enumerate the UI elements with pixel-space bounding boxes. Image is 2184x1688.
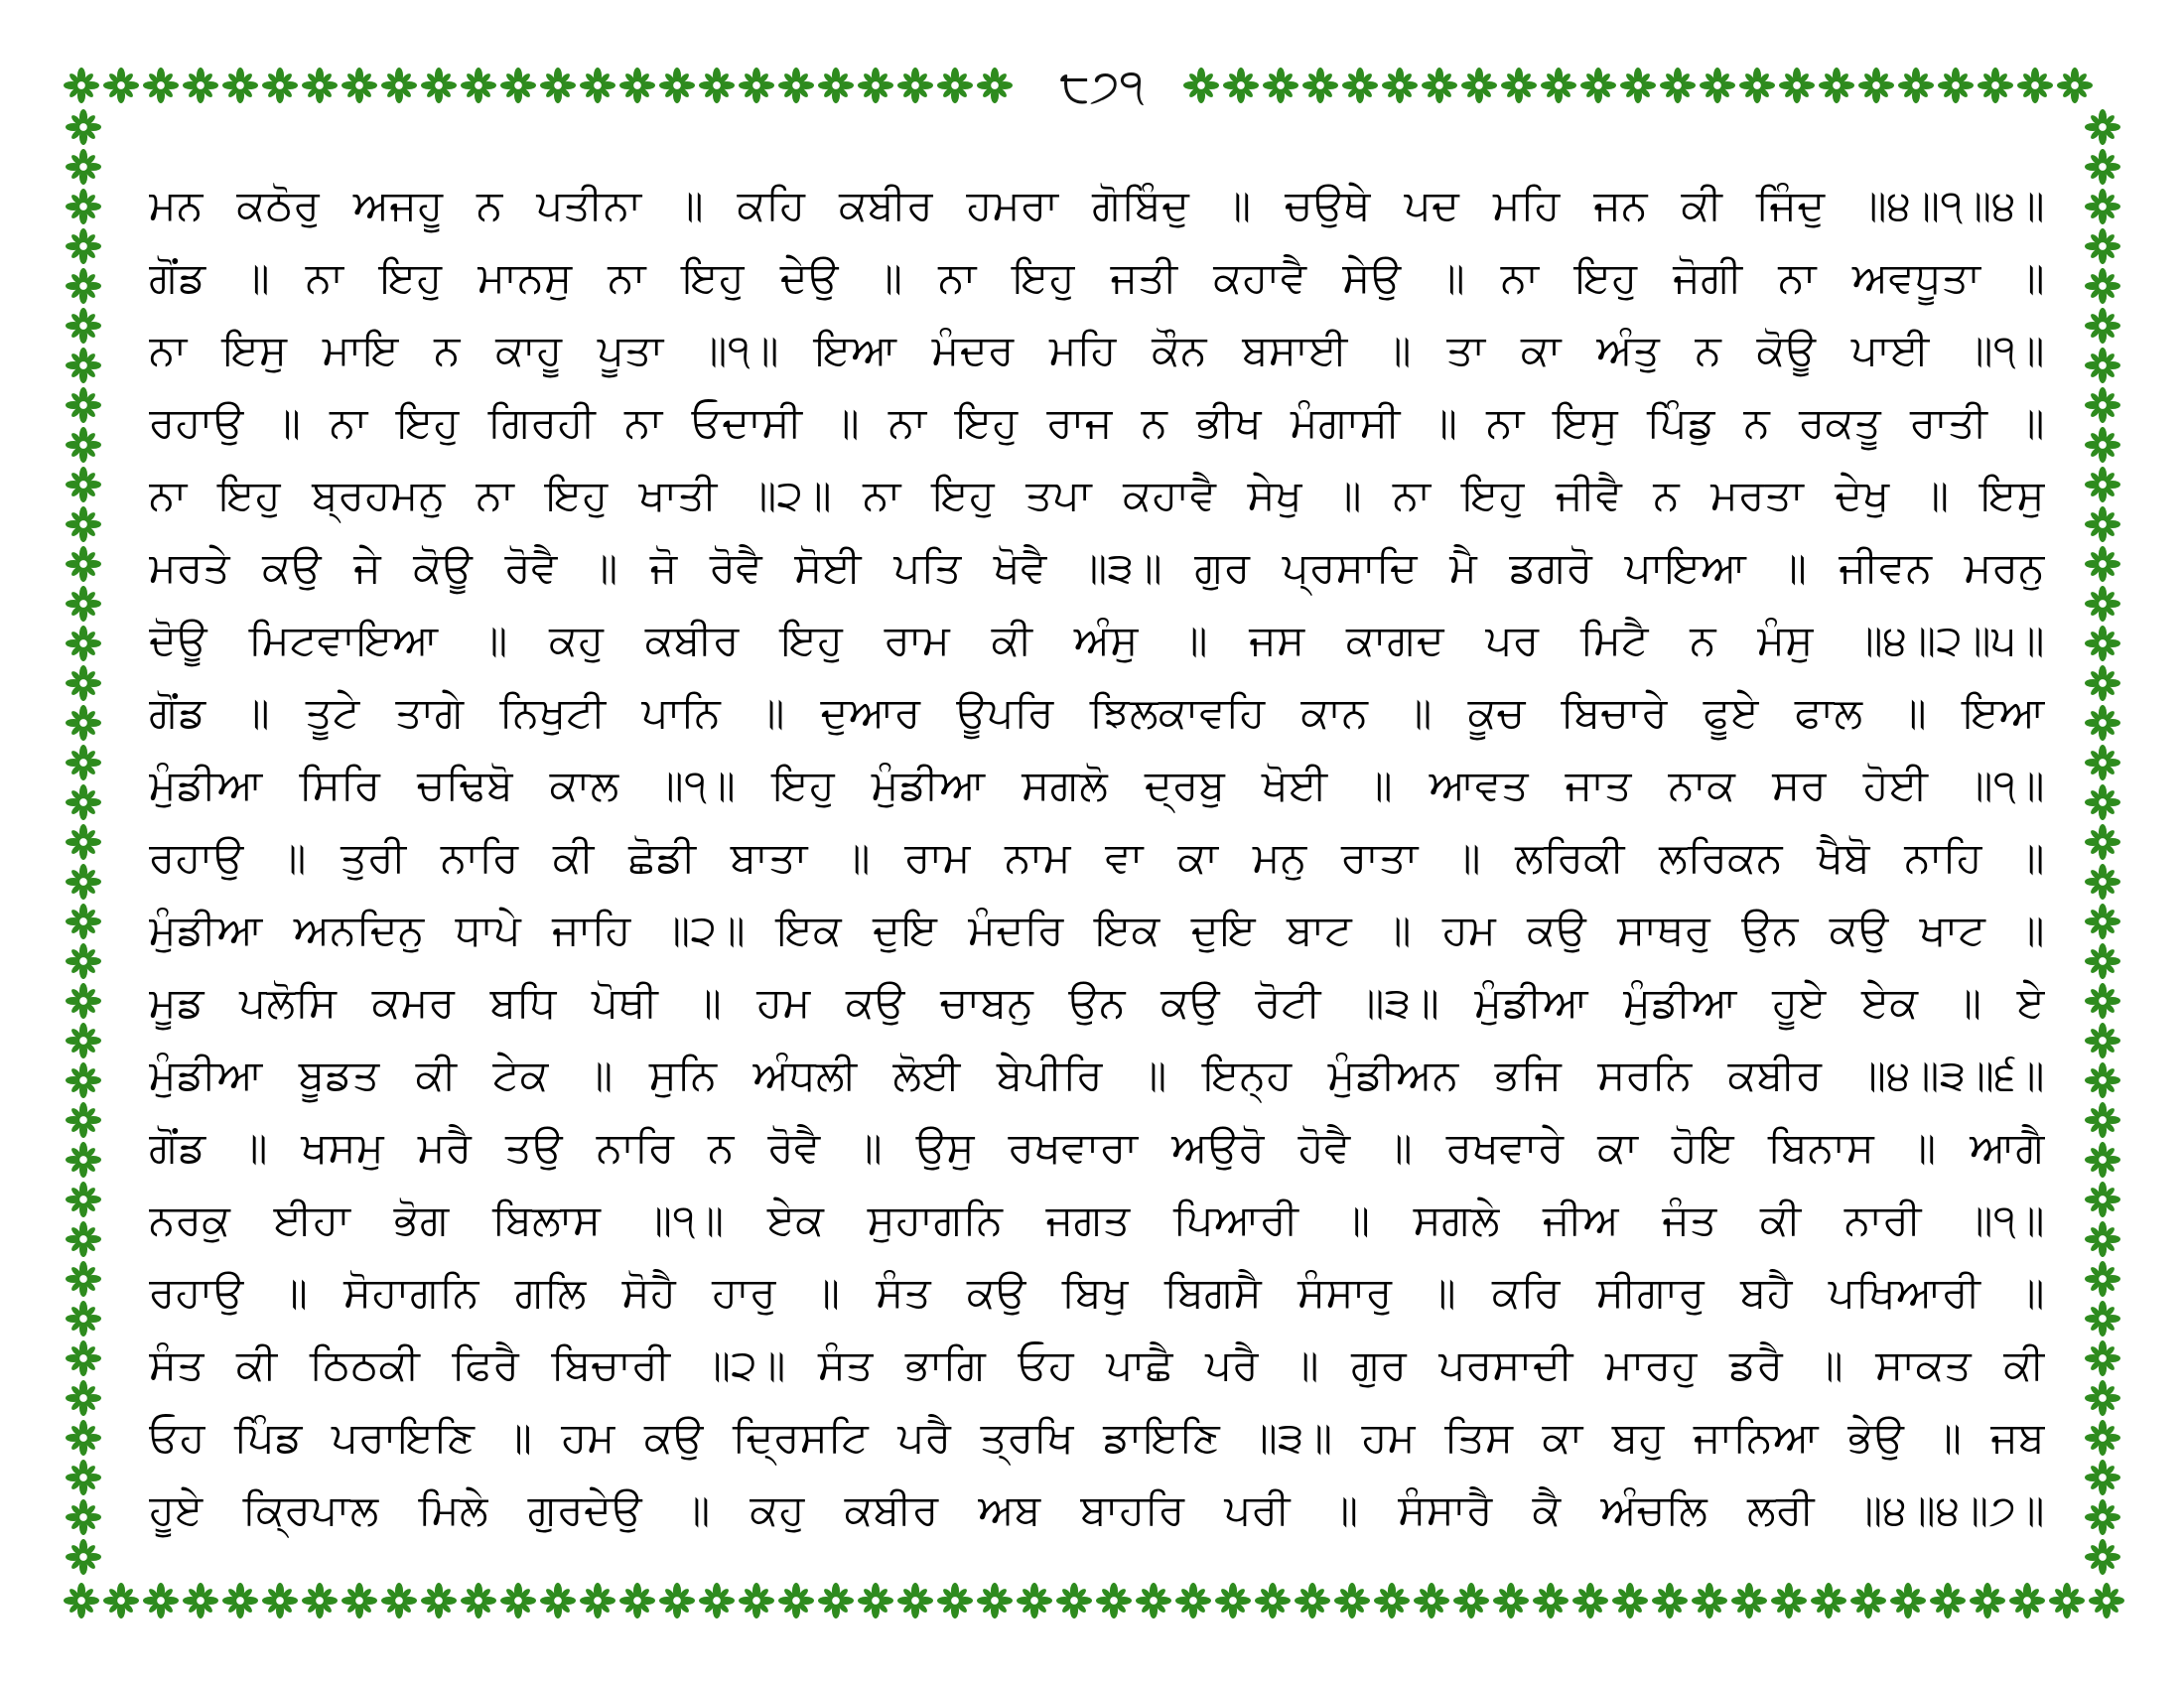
flower-ornament-icon xyxy=(2085,1380,2120,1416)
text-line: ਮੁੰਡੀਆ ਸਿਰਿ ਚਢਿਬੋ ਕਾਲ ॥੧॥ ਇਹੁ ਮੁੰਡੀਆ ਸਗਲੋ ਦ੍ਰਬੁ ਖੋਈ ॥ ਆਵਤ ਜਾਤ ਨਾਕ ਸਰ ਹੋਈ ॥੧॥ xyxy=(149,761,2045,809)
scripture-text xyxy=(149,169,2045,1539)
flower-ornament-icon xyxy=(1850,1583,1886,1618)
flower-ornament-icon xyxy=(66,745,101,780)
flower-ornament-icon xyxy=(977,1583,1013,1618)
text-line: ਗੋਂਡ ॥ ਨਾ ਇਹੁ ਮਾਨਸੁ ਨਾ ਇਹੁ ਦੇਉ ॥ ਨਾ ਇਹੁ ਜਤੀ ਕਹਾਵੈ ਸੇਉ ॥ ਨਾ ਇਹੁ ਜੋਗੀ ਨਾ ਅਵਧੂਤਾ ॥ xyxy=(149,253,2045,302)
flower-ornament-icon xyxy=(659,1583,695,1618)
flower-ornament-icon xyxy=(66,109,101,145)
flower-ornament-icon xyxy=(2085,864,2120,900)
flower-ornament-icon xyxy=(2085,228,2120,264)
flower-ornament-icon xyxy=(2085,1221,2120,1257)
flower-ornament-icon xyxy=(381,1583,417,1618)
flower-ornament-icon xyxy=(2085,348,2120,383)
flower-ornament-icon xyxy=(2085,1340,2120,1376)
text-line: ਰਹਾਉ ॥ ਨਾ ਇਹੁ ਗਿਰਹੀ ਨਾ ਓਦਾਸੀ ॥ ਨਾ ਇਹੁ ਰਾਜ ਨ ਭੀਖ ਮੰਗਾਸੀ ॥ ਨਾ ਇਸੁ ਪਿੰਡੁ ਨ ਰਕਤੂ ਰਾਤੀ ॥ xyxy=(149,398,2045,447)
flower-ornament-icon xyxy=(2085,1182,2120,1217)
flower-ornament-icon xyxy=(1175,1583,1211,1618)
flower-ornament-icon xyxy=(977,68,1013,103)
text-line: ਰਹਾਉ ॥ ਤੁਰੀ ਨਾਰਿ ਕੀ ਛੋਡੀ ਬਾਤਾ ॥ ਰਾਮ ਨਾਮ ਵਾ ਕਾ ਮਨੁ ਰਾਤਾ ॥ ਲਰਿਕੀ ਲਰਿਕਨ ਖੈਬੋ ਨਾਹਿ ॥ xyxy=(149,833,2045,882)
flower-ornament-icon xyxy=(421,1583,457,1618)
flower-ornament-icon xyxy=(1136,1583,1171,1618)
flower-ornament-icon xyxy=(66,586,101,622)
flower-ornament-icon xyxy=(1223,68,1259,103)
flower-ornament-icon xyxy=(2085,546,2120,582)
flower-ornament-icon xyxy=(66,1062,101,1098)
flower-ornament-icon xyxy=(421,68,457,103)
flower-ornament-icon xyxy=(2085,189,2120,224)
flower-ornament-icon xyxy=(1295,1583,1330,1618)
flower-ornament-icon xyxy=(2085,824,2120,860)
flower-ornament-icon xyxy=(1660,68,1696,103)
flower-ornament-icon xyxy=(1771,1583,1807,1618)
flower-ornament-icon xyxy=(1453,1583,1489,1618)
flower-ornament-icon xyxy=(2085,1102,2120,1138)
flower-ornament-icon xyxy=(937,68,973,103)
flower-ornament-icon xyxy=(2085,1023,2120,1058)
flower-ornament-icon xyxy=(1374,1583,1410,1618)
flower-ornament-icon xyxy=(739,68,774,103)
flower-ornament-icon xyxy=(66,308,101,344)
flower-ornament-icon xyxy=(2085,308,2120,344)
flower-ornament-icon xyxy=(2085,1142,2120,1178)
flower-ornament-icon xyxy=(66,228,101,264)
flower-ornament-icon xyxy=(699,68,735,103)
border-right xyxy=(2081,107,2124,1579)
flower-ornament-icon xyxy=(1302,68,1338,103)
flower-ornament-icon xyxy=(143,68,179,103)
flower-ornament-icon xyxy=(659,68,695,103)
flower-ornament-icon xyxy=(778,1583,814,1618)
text-line: ਮੂਡ ਪਲੋਸਿ ਕਮਰ ਬਧਿ ਪੋਥੀ ॥ ਹਮ ਕਉ ਚਾਬਨੁ ਉਨ ਕਉ ਰੋਟੀ ॥੩॥ ਮੁੰਡੀਆ ਮੁੰਡੀਆ ਹੂਏ ਏਕ ॥ ਏ xyxy=(149,978,2045,1027)
flower-ornament-icon xyxy=(66,348,101,383)
flower-ornament-icon xyxy=(66,824,101,860)
flower-ornament-icon xyxy=(64,1583,99,1618)
text-line: ਮੁੰਡੀਆ ਅਨਦਿਨੁ ਧਾਪੇ ਜਾਹਿ ॥੨॥ ਇਕ ਦੁਇ ਮੰਦਰਿ ਇਕ ਦੁਇ ਬਾਟ ॥ ਹਮ ਕਉ ਸਾਥਰੁ ਉਨ ਕਉ ਖਾਟ ॥ xyxy=(149,906,2045,954)
flower-ornament-icon xyxy=(66,1301,101,1336)
text-line: ਦੋਊ ਮਿਟਵਾਇਆ ॥ ਕਹੁ ਕਬੀਰ ਇਹੁ ਰਾਮ ਕੀ ਅੰਸੁ ॥ ਜਸ ਕਾਗਦ ਪਰ ਮਿਟੈ ਨ ਮੰਸੁ ॥੪॥੨॥੫॥ xyxy=(149,616,2045,664)
flower-ornament-icon xyxy=(2085,665,2120,701)
flower-ornament-icon xyxy=(222,1583,258,1618)
text-line: ਸੰਤ ਕੀ ਠਿਠਕੀ ਫਿਰੈ ਬਿਚਾਰੀ ॥੨॥ ਸੰਤ ਭਾਗਿ ਓਹ ਪਾਛੈ ਪਰੈ ॥ ਗੁਰ ਪਰਸਾਦੀ ਮਾਰਹੁ ਡਰੈ ॥ ਸਾਕਤ ਕੀ xyxy=(149,1340,2045,1389)
flower-ornament-icon xyxy=(2085,1301,2120,1336)
flower-ornament-icon xyxy=(66,1102,101,1138)
flower-ornament-icon xyxy=(937,1583,973,1618)
flower-ornament-icon xyxy=(66,1460,101,1495)
flower-ornament-icon xyxy=(1930,1583,1966,1618)
flower-ornament-icon xyxy=(1731,1583,1767,1618)
flower-ornament-icon xyxy=(66,626,101,661)
flower-ornament-icon xyxy=(183,68,218,103)
text-line: ਰਹਾਉ ॥ ਸੋਹਾਗਨਿ ਗਲਿ ਸੋਹੈ ਹਾਰੁ ॥ ਸੰਤ ਕਉ ਬਿਖੁ ਬਿਗਸੈ ਸੰਸਾਰੁ ॥ ਕਰਿ ਸੀਗਾਰੁ ਬਹੈ ਪਖਿਆਰੀ ॥ xyxy=(149,1268,2045,1317)
flower-ornament-icon xyxy=(262,1583,298,1618)
flower-ornament-icon xyxy=(66,1539,101,1575)
flower-ornament-icon xyxy=(2085,467,2120,502)
flower-ornament-icon xyxy=(699,1583,735,1618)
border-top-left xyxy=(62,64,1024,107)
flower-ornament-icon xyxy=(66,1221,101,1257)
flower-ornament-icon xyxy=(1263,68,1298,103)
flower-ornament-icon xyxy=(66,784,101,820)
text-line: ਮਨ ਕਠੋਰੁ ਅਜਹੂ ਨ ਪਤੀਨਾ ॥ ਕਹਿ ਕਬੀਰ ਹਮਰਾ ਗੋਬਿੰਦੁ ॥ ਚਉਥੇ ਪਦ ਮਹਿ ਜਨ ਕੀ ਜਿੰਦੁ ॥੪॥੧॥੪॥ xyxy=(149,181,2045,229)
flower-ornament-icon xyxy=(540,1583,576,1618)
text-line: ਹੂਏ ਕ੍ਰਿਪਾਲ ਮਿਲੇ ਗੁਰਦੇਉ ॥ ਕਹੁ ਕਬੀਰ ਅਬ ਬਾਹਰਿ ਪਰੀ ॥ ਸੰਸਾਰੈ ਕੈ ਅੰਚਲਿ ਲਰੀ ॥੪॥੪॥੭॥ xyxy=(149,1485,2045,1534)
flower-ornament-icon xyxy=(1779,68,1815,103)
text-line: ਗੋਂਡ ॥ ਤੂਟੇ ਤਾਗੇ ਨਿਖੁਟੀ ਪਾਨਿ ॥ ਦੁਆਰ ਊਪਰਿ ਝਿਲਕਾਵਹਿ ਕਾਨ ॥ ਕੂਚ ਬਿਚਾਰੇ ਫੂਏ ਫਾਲ ॥ ਇਆ xyxy=(149,688,2045,737)
flower-ornament-icon xyxy=(2085,1460,2120,1495)
text-line: ਨਰਕੁ ਈਹਾ ਭੋਗ ਬਿਲਾਸ ॥੧॥ ਏਕ ਸੁਹਾਗਨਿ ਜਗਤ ਪਿਆਰੀ ॥ ਸਗਲੇ ਜੀਅ ਜੰਤ ਕੀ ਨਾਰੀ ॥੧॥ xyxy=(149,1196,2045,1244)
flower-ornament-icon xyxy=(2085,586,2120,622)
flower-ornament-icon xyxy=(2085,983,2120,1019)
flower-ornament-icon xyxy=(1580,68,1616,103)
flower-ornament-icon xyxy=(1858,68,1894,103)
flower-ornament-icon xyxy=(66,506,101,542)
flower-ornament-icon xyxy=(2085,1261,2120,1297)
flower-ornament-icon xyxy=(2085,506,2120,542)
text-line: ਓਹ ਪਿੰਡ ਪਰਾਇਣਿ ॥ ਹਮ ਕਉ ਦ੍ਰਿਸਟਿ ਪਰੈ ਤ੍ਰਖਿ ਡਾਇਣਿ ॥੩॥ ਹਮ ਤਿਸ ਕਾ ਬਹੁ ਜਾਨਿਆ ਭੇਉ ॥ ਜਬ xyxy=(149,1413,2045,1462)
flower-ornament-icon xyxy=(341,1583,377,1618)
flower-ornament-icon xyxy=(1811,1583,1846,1618)
flower-ornament-icon xyxy=(341,68,377,103)
flower-ornament-icon xyxy=(2017,68,2053,103)
flower-ornament-icon xyxy=(500,68,536,103)
flower-ornament-icon xyxy=(66,705,101,741)
flower-ornament-icon xyxy=(381,68,417,103)
flower-ornament-icon xyxy=(66,387,101,423)
flower-ornament-icon xyxy=(2089,1583,2124,1618)
flower-ornament-icon xyxy=(1255,1583,1291,1618)
flower-ornament-icon xyxy=(1692,1583,1727,1618)
flower-ornament-icon xyxy=(2085,268,2120,304)
flower-ornament-icon xyxy=(1620,68,1656,103)
flower-ornament-icon xyxy=(1938,68,1974,103)
flower-ornament-icon xyxy=(66,268,101,304)
flower-ornament-icon xyxy=(1382,68,1418,103)
flower-ornament-icon xyxy=(1422,68,1457,103)
flower-ornament-icon xyxy=(262,68,298,103)
flower-ornament-icon xyxy=(66,467,101,502)
flower-ornament-icon xyxy=(2085,784,2120,820)
flower-ornament-icon xyxy=(2085,943,2120,979)
flower-ornament-icon xyxy=(1096,1583,1132,1618)
flower-ornament-icon xyxy=(2057,68,2093,103)
text-line: ਗੋਂਡ ॥ ਖਸਮੁ ਮਰੈ ਤਉ ਨਾਰਿ ਨ ਰੋਵੈ ॥ ਉਸੁ ਰਖਵਾਰਾ ਅਉਰੋ ਹੋਵੈ ॥ ਰਖਵਾਰੇ ਕਾ ਹੋਇ ਬਿਨਾਸ ॥ ਆਗੈ xyxy=(149,1123,2045,1172)
flower-ornament-icon xyxy=(858,68,893,103)
flower-ornament-icon xyxy=(66,864,101,900)
flower-ornament-icon xyxy=(580,1583,615,1618)
flower-ornament-icon xyxy=(1183,68,1219,103)
flower-ornament-icon xyxy=(66,1142,101,1178)
flower-ornament-icon xyxy=(818,68,854,103)
flower-ornament-icon xyxy=(2085,904,2120,939)
text-line: ਨਾ ਇਸੁ ਮਾਇ ਨ ਕਾਹੂ ਪੂਤਾ ॥੧॥ ਇਆ ਮੰਦਰ ਮਹਿ ਕੌਨ ਬਸਾਈ ॥ ਤਾ ਕਾ ਅੰਤੁ ਨ ਕੋਊ ਪਾਈ ॥੧॥ xyxy=(149,326,2045,374)
border-bottom xyxy=(62,1579,2124,1622)
flower-ornament-icon xyxy=(1739,68,1775,103)
flower-ornament-icon xyxy=(1898,68,1934,103)
flower-ornament-icon xyxy=(143,1583,179,1618)
flower-ornament-icon xyxy=(1970,1583,2005,1618)
flower-ornament-icon xyxy=(1533,1583,1569,1618)
flower-ornament-icon xyxy=(2085,1499,2120,1535)
flower-ornament-icon xyxy=(66,1023,101,1058)
flower-ornament-icon xyxy=(222,68,258,103)
flower-ornament-icon xyxy=(739,1583,774,1618)
flower-ornament-icon xyxy=(619,68,655,103)
flower-ornament-icon xyxy=(1414,1583,1449,1618)
flower-ornament-icon xyxy=(64,68,99,103)
flower-ornament-icon xyxy=(1819,68,1854,103)
border-top-right xyxy=(1181,64,2124,107)
flower-ornament-icon xyxy=(66,1499,101,1535)
flower-ornament-icon xyxy=(897,1583,933,1618)
flower-ornament-icon xyxy=(2085,109,2120,145)
flower-ornament-icon xyxy=(461,68,496,103)
flower-ornament-icon xyxy=(2085,1062,2120,1098)
flower-ornament-icon xyxy=(1056,1583,1092,1618)
page-number: ੮੭੧ xyxy=(1059,59,1145,112)
flower-ornament-icon xyxy=(66,1182,101,1217)
flower-ornament-icon xyxy=(1652,1583,1688,1618)
flower-ornament-icon xyxy=(1700,68,1735,103)
flower-ornament-icon xyxy=(1215,1583,1251,1618)
flower-ornament-icon xyxy=(66,149,101,185)
flower-ornament-icon xyxy=(1342,68,1378,103)
flower-ornament-icon xyxy=(1890,1583,1926,1618)
text-line: ਮੁੰਡੀਆ ਬੂਡਤ ਕੀ ਟੇਕ ॥ ਸੁਨਿ ਅੰਧਲੀ ਲੋਈ ਬੇਪੀਰਿ ॥ ਇਨ੍ਹ ਮੁੰਡੀਅਨ ਭਜਿ ਸਰਨਿ ਕਬੀਰ ॥੪॥੩॥੬॥ xyxy=(149,1051,2045,1099)
flower-ornament-icon xyxy=(461,1583,496,1618)
flower-ornament-icon xyxy=(2009,1583,2045,1618)
flower-ornament-icon xyxy=(66,983,101,1019)
flower-ornament-icon xyxy=(500,1583,536,1618)
flower-ornament-icon xyxy=(858,1583,893,1618)
flower-ornament-icon xyxy=(1461,68,1497,103)
flower-ornament-icon xyxy=(302,1583,338,1618)
flower-ornament-icon xyxy=(1493,1583,1529,1618)
flower-ornament-icon xyxy=(897,68,933,103)
flower-ornament-icon xyxy=(1017,1583,1052,1618)
text-line: ਨਾ ਇਹੁ ਬ੍ਰਹਮਨੁ ਨਾ ਇਹੁ ਖਾਤੀ ॥੨॥ ਨਾ ਇਹੁ ਤਪਾ ਕਹਾਵੈ ਸੇਖੁ ॥ ਨਾ ਇਹੁ ਜੀਵੈ ਨ ਮਰਤਾ ਦੇਖੁ ॥ ਇਸੁ xyxy=(149,471,2045,519)
flower-ornament-icon xyxy=(1334,1583,1370,1618)
flower-ornament-icon xyxy=(103,1583,139,1618)
flower-ornament-icon xyxy=(2085,149,2120,185)
flower-ornament-icon xyxy=(2085,387,2120,423)
flower-ornament-icon xyxy=(66,1261,101,1297)
flower-ornament-icon xyxy=(619,1583,655,1618)
flower-ornament-icon xyxy=(2085,427,2120,463)
flower-ornament-icon xyxy=(2085,1539,2120,1575)
flower-ornament-icon xyxy=(1612,1583,1648,1618)
flower-ornament-icon xyxy=(1501,68,1537,103)
flower-ornament-icon xyxy=(1572,1583,1608,1618)
flower-ornament-icon xyxy=(66,904,101,939)
flower-ornament-icon xyxy=(2085,745,2120,780)
flower-ornament-icon xyxy=(66,1340,101,1376)
flower-ornament-icon xyxy=(778,68,814,103)
flower-ornament-icon xyxy=(1541,68,1576,103)
flower-ornament-icon xyxy=(66,943,101,979)
flower-ornament-icon xyxy=(66,189,101,224)
flower-ornament-icon xyxy=(580,68,615,103)
border-left xyxy=(62,107,105,1579)
flower-ornament-icon xyxy=(66,1380,101,1416)
flower-ornament-icon xyxy=(1978,68,2013,103)
text-line: ਮਰਤੇ ਕਉ ਜੇ ਕੋਊ ਰੋਵੈ ॥ ਜੋ ਰੋਵੈ ਸੋਈ ਪਤਿ ਖੋਵੈ ॥੩॥ ਗੁਰ ਪ੍ਰਸਾਦਿ ਮੈ ਡਗਰੋ ਪਾਇਆ ॥ ਜੀਵਨ ਮਰਨੁ xyxy=(149,543,2045,592)
flower-ornament-icon xyxy=(540,68,576,103)
flower-ornament-icon xyxy=(2085,1420,2120,1456)
flower-ornament-icon xyxy=(818,1583,854,1618)
flower-ornament-icon xyxy=(66,427,101,463)
flower-ornament-icon xyxy=(103,68,139,103)
flower-ornament-icon xyxy=(2085,705,2120,741)
flower-ornament-icon xyxy=(2049,1583,2085,1618)
flower-ornament-icon xyxy=(66,1420,101,1456)
flower-ornament-icon xyxy=(183,1583,218,1618)
flower-ornament-icon xyxy=(66,665,101,701)
flower-ornament-icon xyxy=(302,68,338,103)
flower-ornament-icon xyxy=(66,546,101,582)
flower-ornament-icon xyxy=(2085,626,2120,661)
